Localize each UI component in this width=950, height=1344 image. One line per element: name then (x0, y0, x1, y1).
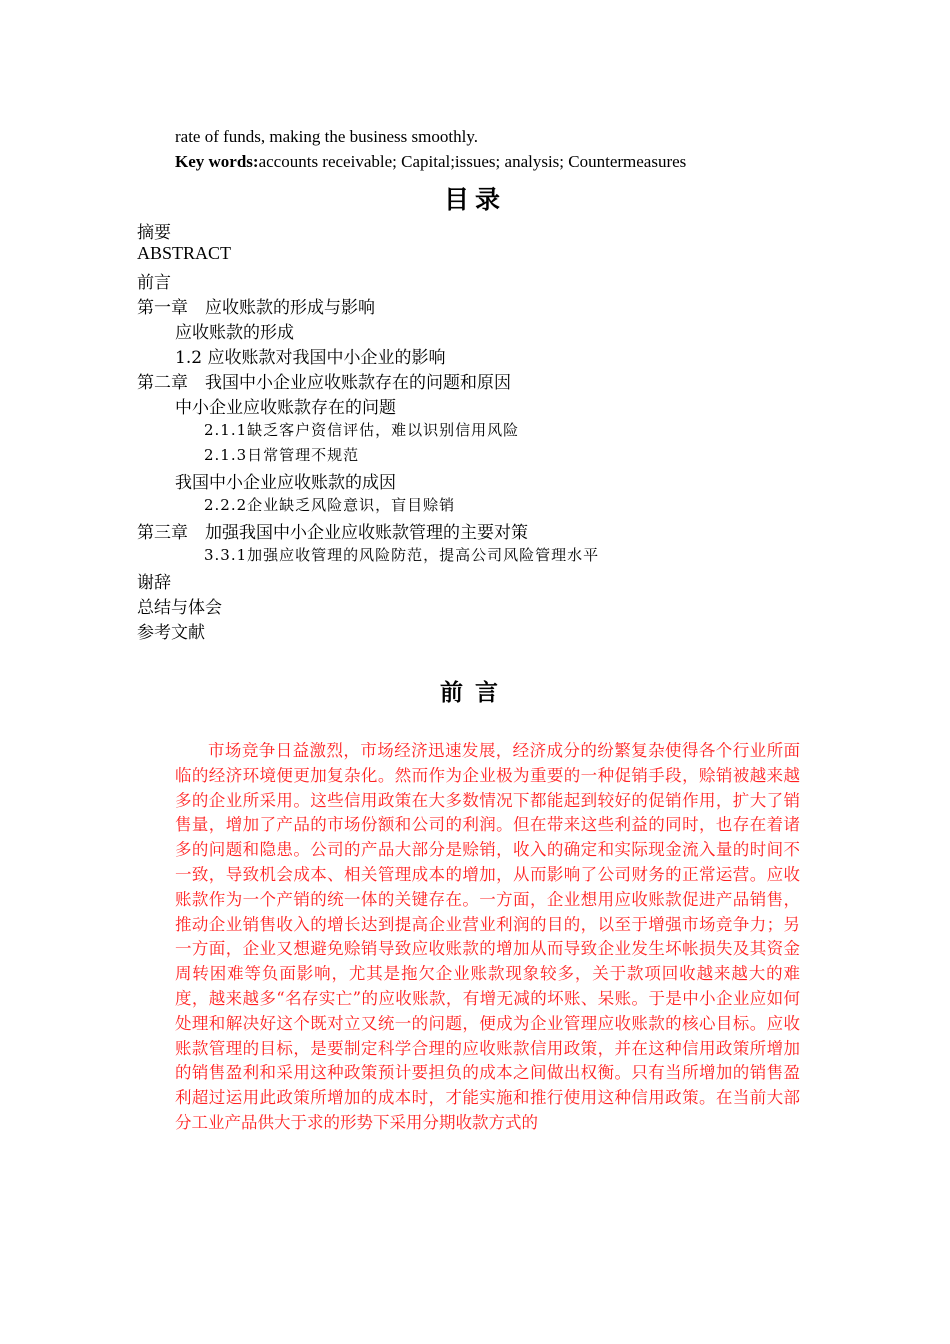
toc-item[interactable]: 谢辞 (137, 573, 171, 593)
toc-item[interactable]: 前言 (137, 273, 171, 293)
toc-item[interactable]: 参考文献 (137, 623, 205, 643)
toc-title: 目录 (443, 185, 506, 214)
toc-chapter-3[interactable]: 第三章 加强我国中小企业应收账款管理的主要对策 (137, 523, 528, 543)
keywords-label: Key words: (175, 152, 259, 171)
toc-chapter-1[interactable]: 第一章 应收账款的形成与影响 (137, 298, 375, 318)
toc-section[interactable]: 我国中小企业应收账款的成因 (175, 473, 396, 493)
toc-subsection[interactable]: 2.1.3日常管理不规范 (204, 446, 360, 464)
toc-item[interactable]: 总结与体会 (137, 598, 222, 618)
toc-item[interactable]: ABSTRACT (137, 243, 232, 263)
toc-section[interactable]: 中小企业应收账款存在的问题 (175, 398, 396, 418)
toc-section[interactable]: 1.2 应收账款对我国中小企业的影响 (175, 348, 446, 368)
abstract-last-line: rate of funds, making the business smoothly. (175, 127, 478, 146)
toc-subsection[interactable]: 2.2.2企业缺乏风险意识，盲目赊销 (204, 496, 456, 514)
toc-item[interactable]: 摘要 (137, 223, 171, 243)
toc-subsection[interactable]: 2.1.1缺乏客户资信评估，难以识别信用风险 (204, 421, 520, 439)
toc-section[interactable]: 应收账款的形成 (175, 323, 294, 343)
toc-subsection[interactable]: 3.3.1加强应收管理的风险防范，提高公司风险管理水平 (204, 546, 600, 564)
toc-chapter-2[interactable]: 第二章 我国中小企业应收账款存在的问题和原因 (137, 373, 511, 393)
keywords-text: accounts receivable; Capital;issues; analysis; Countermeasures (258, 152, 687, 171)
keywords-line (175, 152, 686, 172)
preface-title: 前言 (440, 680, 510, 706)
preface-body: 市场竞争日益激烈，市场经济迅速发展，经济成分的纷繁复杂使得各个行业所面临的经济环境便更加复杂化。然而作为企业极为重要的一种促销手段，赊销被越来越多的企业所采用。这些信用政策在大多数情况下都能起到较好的促销作用，扩大了销售量，增加了产品的市场份额和公司的利润。但在带来这些利益的同时，也存在着诸多的问题和隐患。公司的产品大部分是赊销，收入的确定和实际现金流入量的时间不一致，导致机会成本、相关管理成本的增加，从而影响了公司财务的正常运营。应收账款作为一个产销的统一体的关键存在。一方面，企业想用应收账款促进产品销售，推动企业销售收入的增长达到提高企业营业利润的目的，以至于增强市场竞争力；另一方面，企业又想避免赊销导致应收账款的增加从而导致企业发生坏帐损失及其资金周转困难等负面影响，尤其是拖欠企业账款现象较多，关于款项回收越来越大的难度，越来越多“名存实亡”的应收账款，有增无减的坏账、呆账。于是中小企业应如何处理和解决好这个既对立又统一的问题，便成为企业管理应收账款的核心目标。应收账款管理的目标，是要制定科学合理的应收账款信用政策，并在这种信用政策所增加的销售盈利和采用这种政策预计要担负的成本之间做出权衡。只有当所增加的销售盈利超过运用此政策所增加的成本时，才能实施和推行使用这种信用政策。在当前大部分工业产品供大于求的形势下采用分期收款方式的 (175, 741, 800, 1132)
